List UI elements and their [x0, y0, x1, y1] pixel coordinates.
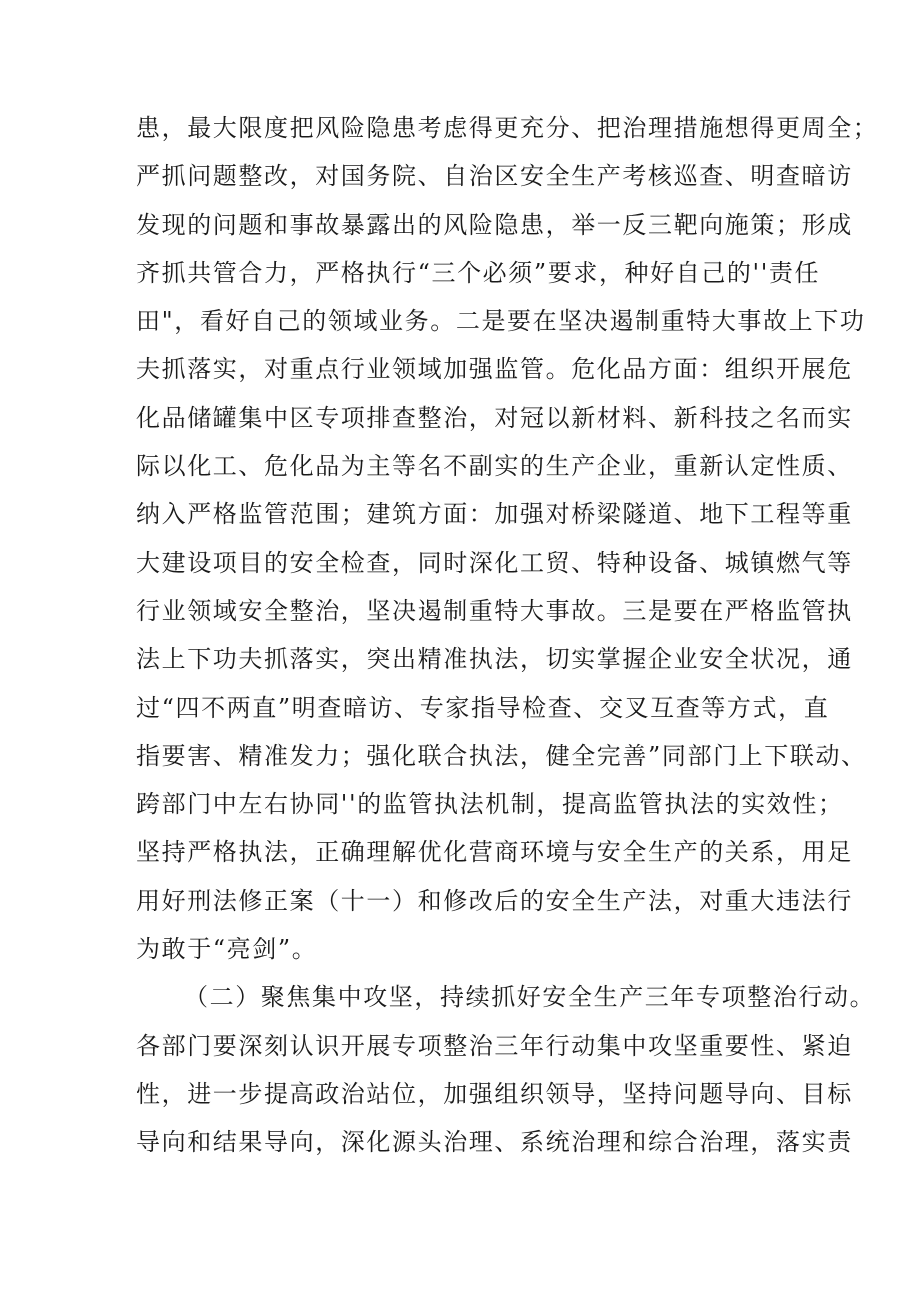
text-line-18: 为敢于“亮剑”。 — [136, 935, 318, 964]
text-line-3: 发现的问题和事故暴露出的风险隐患，举一反三靶向施策；形成 — [136, 210, 853, 239]
section-heading-line: （二）聚焦集中攻坚，持续抓好安全生产三年专项整治行动。 — [184, 983, 876, 1012]
text-line-4: 齐抓共管合力，严格执行“三个必须”要求，种好自己的''责任 — [136, 258, 821, 287]
text-line-8: 际以化工、危化品为主等名不副实的生产企业，重新认定性质、 — [136, 452, 853, 481]
text-line-2: 严抓问题整改，对国务院、自治区安全生产考核巡查、明查暗访 — [136, 162, 853, 191]
text-line-15: 跨部门中左右协同''的监管执法机制，提高监管执法的实效性； — [136, 790, 844, 819]
text-line-21: 性，进一步提高政治站位，加强组织领导，坚持问题导向、目标 — [136, 1079, 853, 1108]
text-line-5: 田"，看好自己的领域业务。二是要在坚决遏制重特大事故上下功 — [136, 307, 866, 336]
text-line-22: 导向和结果导向，深化源头治理、系统治理和综合治理，落实责 — [136, 1128, 853, 1157]
text-line-17: 用好刑法修正案（十一）和修改后的安全生产法，对重大违法行 — [136, 886, 853, 915]
text-line-16: 坚持严格执法，正确理解优化营商环境与安全生产的关系，用足 — [136, 838, 853, 867]
text-line-12: 法上下功夫抓落实，突出精准执法，切实掌握企业安全状况，通 — [136, 645, 853, 674]
body-text — [136, 104, 879, 1167]
text-line-1: 患，最大限度把风险隐患考虑得更充分、把治理措施想得更周全； — [136, 114, 879, 142]
text-line-10: 大建设项目的安全检查，同时深化工贸、特种设备、城镇燃气等 — [136, 548, 853, 577]
text-line-11: 行业领域安全整治，坚决遏制重特大事故。三是要在严格监管执 — [136, 596, 853, 625]
text-line-13: 过“四不两直”明查暗访、专家指导检查、交叉互查等方式，直 — [136, 693, 830, 722]
text-line-9: 纳入严格监管范围；建筑方面：加强对桥梁隧道、地下工程等重 — [136, 500, 853, 529]
text-line-20: 各部门要深刻认识开展专项整治三年行动集中攻坚重要性、紧迫 — [136, 1031, 853, 1060]
text-line-6: 夫抓落实，对重点行业领域加强监管。危化品方面：组织开展危 — [136, 355, 853, 384]
text-line-7: 化品储罐集中区专项排查整治，对冠以新材料、新科技之名而实 — [136, 403, 853, 432]
text-line-14: 指要害、精准发力；强化联合执法，健全完善”同部门上下联动、 — [136, 741, 867, 770]
